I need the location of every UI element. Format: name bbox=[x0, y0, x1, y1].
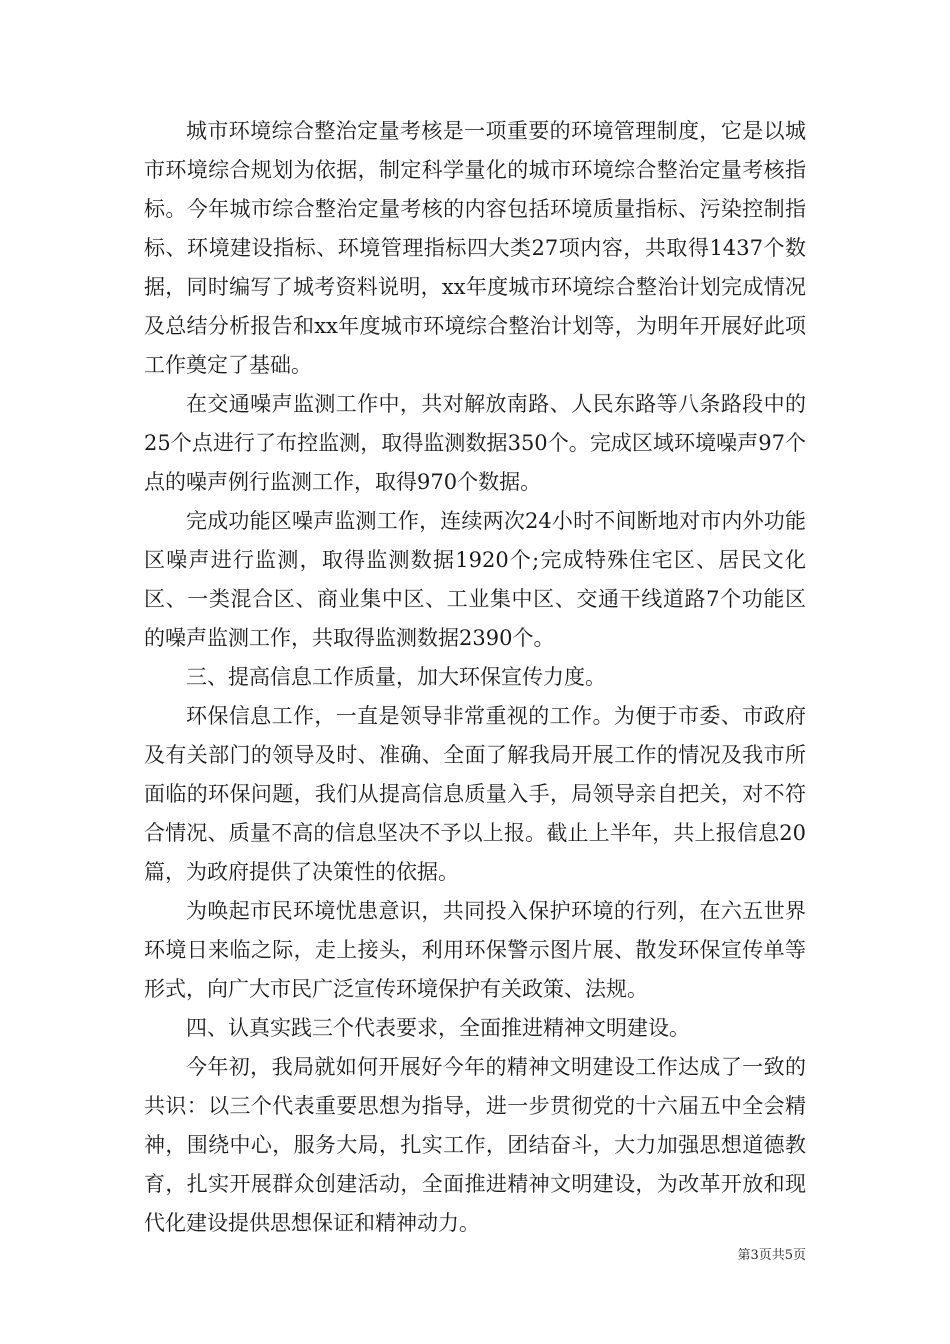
paragraph-civilization: 今年初，我局就如何开展好今年的精神文明建设工作达成了一致的共识：以三个代表重要思想为指导，进一步贯彻党的十六届五中全会精神，围绕中心，服务大局，扎实工作，团结奋斗，大力加强思想道德教育，扎实开展群众创建活动，全面推进精神文明建设，为改革开放和现代化建设提供思想保证和精神动力。 bbox=[144, 1055, 806, 1235]
section-heading-four: 四、认真实践三个代表要求，全面推进精神文明建设。 bbox=[186, 1016, 690, 1040]
section-heading-three: 三、提高信息工作质量，加大环保宣传力度。 bbox=[186, 665, 606, 689]
body-text bbox=[144, 112, 806, 1243]
paragraph-info-work: 环保信息工作，一直是领导非常重视的工作。为便于市委、市政府及有关部门的领导及时、准确、全面了解我局开展工作的情况及我市所面临的环保问题，我们从提高信息质量入手，局领导亲自把关，对不符合情况、质量不高的信息坚决不予以上报。截止上半年，共上报信息20篇，为政府提供了决策性的依据。 bbox=[144, 704, 806, 884]
paragraph-environment-day: 为唤起市民环境忧患意识，共同投入保护环境的行列，在六五世界环境日来临之际，走上接头，利用环保警示图片展、散发环保宣传单等形式，向广大市民广泛宣传环境保护有关政策、法规。 bbox=[144, 899, 806, 1001]
paragraph-urban-assessment: 城市环境综合整治定量考核是一项重要的环境管理制度，它是以城市环境综合规划为依据，制定科学量化的城市环境综合整治定量考核指标。今年城市综合整治定量考核的内容包括环境质量指标、污染控制指标、环境建设指标、环境管理指标四大类27项内容，共取得1437个数据，同时编写了城考资料说明，xx年度城市环境综合整治计划完成情况及总结分析报告和xx年度城市环境综合整治计划等，为明年开展好此项工作奠定了基础。 bbox=[144, 119, 806, 377]
paragraph-traffic-noise: 在交通噪声监测工作中，共对解放南路、人民东路等八条路段中的25个点进行了布控监测，取得监测数据350个。完成区域环境噪声97个点的噪声例行监测工作，取得970个数据。 bbox=[144, 392, 806, 494]
paragraph-functional-zone-noise: 完成功能区噪声监测工作，连续两次24小时不间断地对市内外功能区噪声进行监测，取得监测数据1920个;完成特殊住宅区、居民文化区、一类混合区、商业集中区、工业集中区、交通干线道路7个功能区的噪声监测工作，共取得监测数据2390个。 bbox=[144, 509, 806, 650]
page-number: 第3页共5页 bbox=[737, 1248, 806, 1263]
